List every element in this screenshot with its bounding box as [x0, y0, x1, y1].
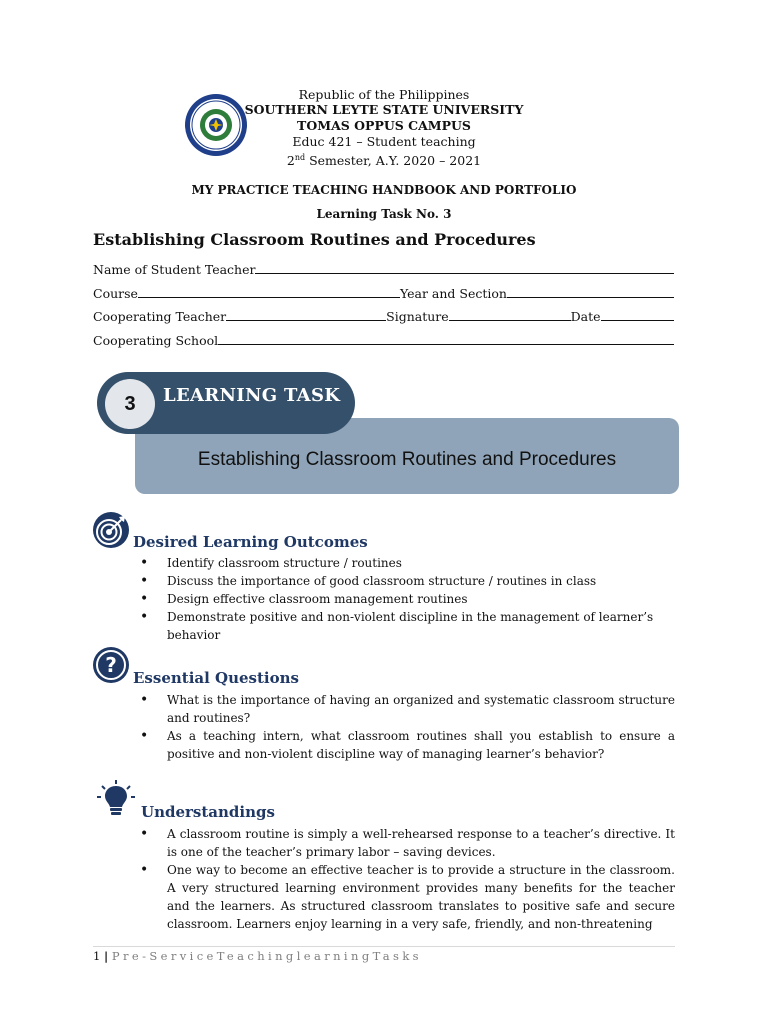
header-campus: TOMAS OPPUS CAMPUS	[297, 118, 471, 133]
question-item: • As a teaching intern, what classroom routines shall you establish to ensure a positive and non-violent discipline way of managing learner’s behavior?	[140, 727, 675, 763]
input-line-cooperating-school[interactable]	[218, 344, 674, 345]
header-semester	[0, 150, 768, 169]
header-university: SOUTHERN LEYTE STATE UNIVERSITY	[244, 102, 524, 117]
learning-task-number: 3	[105, 379, 155, 429]
label-cooperating-teacher: Cooperating Teacher	[93, 309, 227, 324]
input-line-course[interactable]	[138, 297, 400, 298]
page-footer	[93, 949, 422, 963]
semester-number: 2	[286, 153, 295, 169]
learning-task-label: LEARNING TASK	[163, 385, 341, 406]
page-number: 1	[93, 949, 101, 963]
outcomes-heading: Desired Learning Outcomes	[133, 533, 368, 551]
input-line-cooperating-teacher[interactable]	[226, 320, 386, 321]
footer-divider	[93, 946, 675, 947]
task-number-label: Learning Task No. 3	[316, 207, 452, 221]
outcome-item: • Design effective classroom management routines	[140, 590, 675, 608]
understanding-item: • One way to become an effective teacher is to provide a structure in the classroom. A very structured learning environment provides many benefits for the teacher and the learners. As structured classroom translates to positive safe and secure classroom. Learners enjoy learning in a very safe, friendly, and non-threatening	[140, 861, 675, 933]
label-course: Course	[93, 286, 138, 301]
field-student-teacher	[93, 259, 674, 277]
semester-suffix: nd	[294, 153, 306, 162]
input-line-signature[interactable]	[449, 320, 571, 321]
target-icon	[92, 511, 130, 549]
label-date: Date	[570, 309, 601, 324]
outcomes-list	[140, 554, 675, 644]
understanding-item: • A classroom routine is simply a well-rehearsed response to a teacher’s directive. It is one of the teacher’s primary labor – saving devices.	[140, 825, 675, 861]
question-item: • What is the importance of having an organized and systematic classroom structure and routines?	[140, 691, 675, 727]
questions-list	[140, 691, 675, 763]
footer-text: Pre-ServiceTeachinglearningTasks	[111, 949, 422, 963]
input-line-date[interactable]	[601, 320, 674, 321]
input-line-student-teacher[interactable]	[255, 273, 674, 274]
header-republic: Republic of the Philippines	[298, 87, 470, 102]
label-cooperating-school: Cooperating School	[93, 333, 219, 348]
field-course-row	[93, 283, 674, 301]
footer-separator: |	[103, 949, 109, 963]
handbook-title: MY PRACTICE TEACHING HANDBOOK AND PORTFOLIO	[191, 183, 577, 197]
label-student-teacher: Name of Student Teacher	[93, 262, 256, 277]
field-cooperating-row	[93, 306, 674, 324]
semester-text: Semester, A.Y. 2020 – 2021	[305, 153, 482, 169]
understandings-heading: Understandings	[141, 803, 275, 821]
outcome-item: • Identify classroom structure / routines	[140, 554, 675, 572]
label-year-section: Year and Section	[399, 286, 507, 301]
field-cooperating-school	[93, 330, 674, 348]
understandings-list	[140, 825, 675, 933]
learning-task-title: Establishing Classroom Routines and Procedures	[197, 449, 617, 470]
header-course: Educ 421 – Student teaching	[292, 134, 476, 149]
outcome-item: • Demonstrate positive and non-violent discipline in the management of learner’s behavior	[140, 608, 675, 644]
input-line-year-section[interactable]	[507, 297, 674, 298]
main-title: Establishing Classroom Routines and Procedures	[93, 230, 536, 249]
questions-heading: Essential Questions	[133, 669, 299, 687]
label-signature: Signature	[386, 309, 449, 324]
lightbulb-icon	[97, 780, 135, 818]
svg-text:?: ?	[105, 653, 117, 677]
question-icon	[92, 646, 130, 684]
outcome-item: • Discuss the importance of good classroom structure / routines in class	[140, 572, 675, 590]
